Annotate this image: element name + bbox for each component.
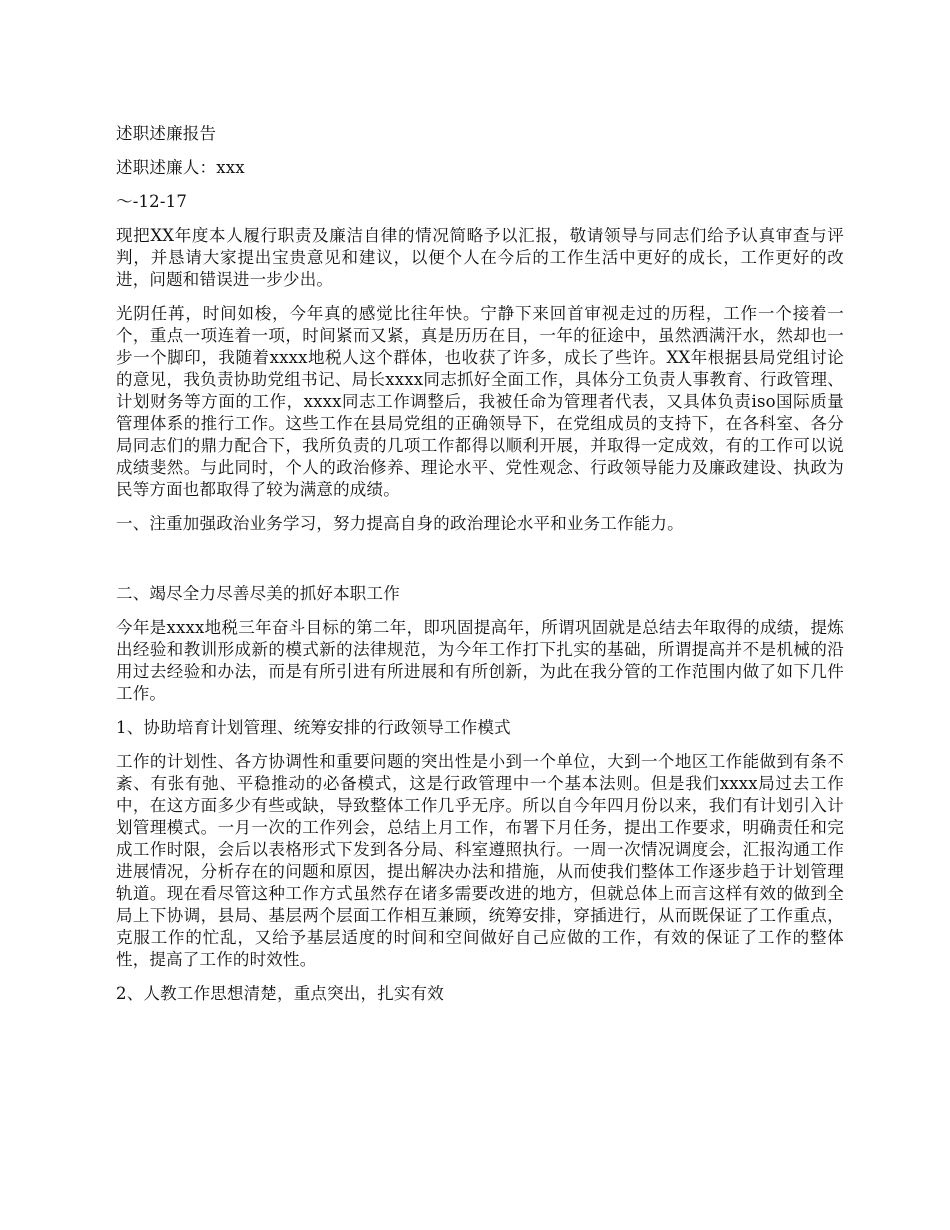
paragraph-planning: 工作的计划性、各方协调性和重要问题的突出性是小到一个单位，大到一个地区工作能做到有条不紊、有张有弛、平稳推动的必备模式，这是行政管理中一个基本法则。但是我们xxxx局过去工作中，在这方面多少有些或缺，导致整体工作几乎无序。所以自今年四月份以来，我们有计划引入计划管理模式。一月一次的工作列会，总结上月工作，布署下月任务，提出工作要求，明确责任和完成工作时限，会后以表格形式下发到各分局、科室遵照执行。一周一次情况调度会，汇报沟通工作进展情况，分析存在的问题和原因，提出解决办法和措施，从而使我们整体工作逐步趋于计划管理轨道。现在看尽管这种工作方式虽然存在诸多需要改进的地方，但就总体上而言这样有效的做到全局上下协调，县局、基层两个层面工作相互兼顾，统筹安排，穿插进行，从而既保证了工作重点，克服工作的忙乱，又给予基层适度的时间和空间做好自己应做的工作，有效的保证了工作的整体性，提高了工作的时效性。 xyxy=(116,752,844,969)
document-title: 述职述廉报告 xyxy=(116,124,217,143)
subheading-2: 2、人教工作思想清楚，重点突出，扎实有效 xyxy=(116,984,444,1003)
blank-gap xyxy=(116,547,844,583)
subheading-1: 1、协助培育计划管理、统筹安排的行政领导工作模式 xyxy=(116,718,511,737)
reporter-line: 述职述廉人：xxx xyxy=(116,158,245,177)
paragraph-intro: 现把XX年度本人履行职责及廉洁自律的情况简略予以汇报，敬请领导与同志们给予认真审查与评判，并恳请大家提出宝贵意见和建议，以便个人在今后的工作生活中更好的成长，工作更好的改进，问题和错误进一步少出。 xyxy=(116,226,844,289)
section-heading-1: 一、注重加强政治业务学习，努力提高自身的政治理论水平和业务工作能力。 xyxy=(116,514,684,533)
paragraph-summary: 光阴任苒，时间如梭，今年真的感觉比往年快。宁静下来回首审视走过的历程，工作一个接着一个，重点一项连着一项，时间紧而又紧，真是历历在目，一年的征途中，虽然洒满汗水，然却也一步一个脚印，我随着xxxx地税人这个群体，也收获了许多，成长了些许。XX年根据县局党组讨论的意见，我负责协助党组书记、局长xxxx同志抓好全面工作，具体分工负责人事教育、行政管理、计划财务等方面的工作，xxxx同志工作调整后，我被任命为管理者代表，又具体负责iso国际质量管理体系的推行工作。这些工作在县局党组的正确领导下，在党组成员的支持下，在各科室、各分局同志们的鼎力配合下，我所负责的几项工作都得以顺利开展，并取得一定成效，有的工作可以说成绩斐然。与此同时，个人的政治修养、理论水平、党性观念、行政领导能力及廉政建设、执政为民等方面也都取得了较为满意的成绩。 xyxy=(116,304,844,499)
paragraph-section2-intro: 今年是xxxx地税三年奋斗目标的第二年，即巩固提高年，所谓巩固就是总结去年取得的成绩，提炼出经验和教训形成新的模式新的法律规范，为今年工作打下扎实的基础，所谓提高并不是机械的沿用过去经验和办法，而是有所引进有所进展和有所创新，为此在我分管的工作范围内做了如下几件工作。 xyxy=(116,618,844,703)
document-body xyxy=(116,123,844,1017)
date-line: ～-12-17 xyxy=(116,192,188,211)
section-heading-2: 二、竭尽全力尽善尽美的抓好本职工作 xyxy=(116,584,400,603)
